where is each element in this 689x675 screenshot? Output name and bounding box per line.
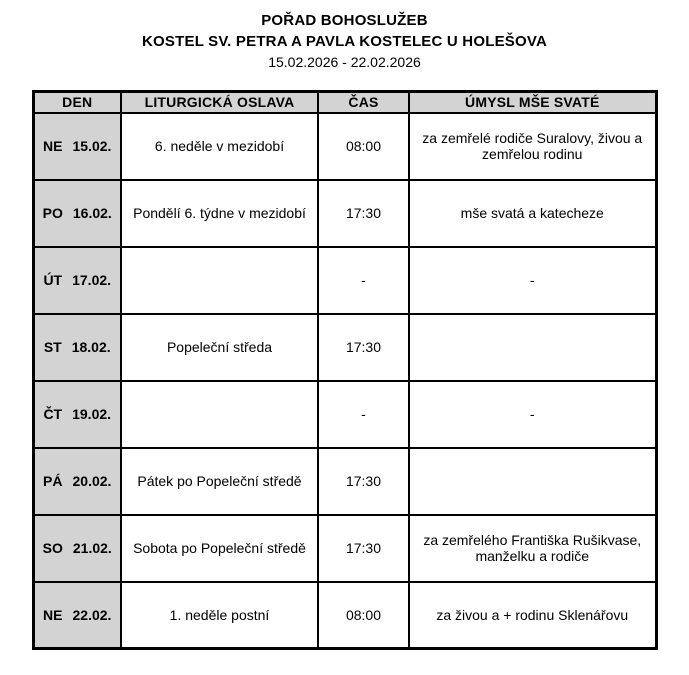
time-cell: 08:00 [318,582,409,649]
time-cell: 17:30 [318,180,409,247]
table-header [33,92,656,113]
day-date: 19.02. [72,406,112,422]
day-cell [33,180,121,247]
table-body [33,113,656,649]
celebration-cell [121,247,318,314]
day-date: 16.02. [72,205,112,221]
time-cell: 08:00 [318,113,409,180]
column-header-day: DEN [33,92,121,113]
day-cell [33,314,121,381]
intention-cell: za zemřelého Františka Rušikvase, manželku a rodiče [409,515,656,582]
time-cell: 17:30 [318,515,409,582]
day-label [43,272,111,288]
day-cell [33,247,121,314]
celebration-cell: Sobota po Popeleční středě [121,515,318,582]
day-abbrev: ST [43,339,62,355]
header-row [33,92,656,113]
day-date: 18.02. [71,339,111,355]
time-cell: 17:30 [318,448,409,515]
day-date: 21.02. [72,540,112,556]
day-date: 15.02. [72,138,112,154]
intention-cell: mše svatá a katecheze [409,180,656,247]
day-abbrev: NE [43,138,63,154]
table-row-saturday-21 [33,515,656,582]
day-cell [33,515,121,582]
day-label [43,540,112,556]
column-header-celebration: LITURGICKÁ OSLAVA [121,92,318,113]
day-label [43,607,111,623]
intention-cell: - [409,247,656,314]
day-abbrev: ČT [43,406,63,422]
intention-cell: za živou a + rodinu Sklenářovu [409,582,656,649]
service-schedule-table [32,90,658,650]
celebration-cell: 6. neděle v mezidobí [121,113,318,180]
intention-cell [409,314,656,381]
day-date: 17.02. [72,272,112,288]
church-name: KOSTEL SV. PETRA A PAVLA KOSTELEC U HOLEŠOVA [142,33,547,50]
column-header-time: ČAS [318,92,409,113]
day-abbrev: PÁ [43,473,63,489]
table-row-sunday-15 [33,113,656,180]
day-cell [33,381,121,448]
table-row-sunday-22 [33,582,656,649]
page-title: POŘAD BOHOSLUŽEB [261,12,428,29]
day-abbrev: SO [42,540,63,556]
celebration-cell: Pondělí 6. týdne v mezidobí [121,180,318,247]
day-cell [33,448,121,515]
day-abbrev: NE [43,606,63,623]
table-row-tuesday-17 [33,247,656,314]
intention-cell: za zemřelé rodiče Suralovy, živou a zemřelou rodinu [409,113,656,180]
day-abbrev: ÚT [43,272,63,288]
day-label [44,339,111,355]
column-header-intention: ÚMYSL MŠE SVATÉ [409,92,656,113]
date-range: 15.02.2026 - 22.02.2026 [268,54,421,70]
celebration-cell [121,381,318,448]
time-cell: - [318,247,409,314]
intention-cell [409,448,656,515]
time-cell: - [318,381,409,448]
day-label [43,406,111,422]
table-row-friday-20 [33,448,656,515]
day-label [43,138,111,154]
day-cell [33,113,121,180]
intention-cell: - [409,381,656,448]
day-abbrev: PO [42,205,63,221]
day-cell [33,582,121,649]
celebration-cell: 1. neděle postní [121,582,318,649]
day-date: 20.02. [72,473,112,489]
table-row-thursday-19 [33,381,656,448]
celebration-cell: Pátek po Popeleční středě [121,448,318,515]
day-label [43,473,111,489]
table-row-monday-16 [33,180,656,247]
celebration-cell: Popeleční středa [121,314,318,381]
time-cell: 17:30 [318,314,409,381]
day-label [43,205,112,221]
table-row-wednesday-18 [33,314,656,381]
title-block [0,10,689,73]
day-date: 22.02. [72,606,112,623]
